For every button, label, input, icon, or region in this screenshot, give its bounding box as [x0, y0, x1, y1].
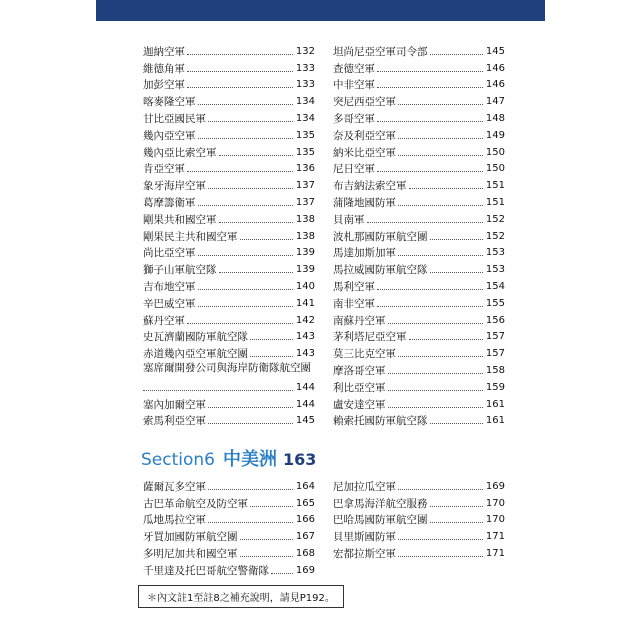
- toc-entry-page: 167: [295, 531, 315, 543]
- toc-entry-page: 161: [485, 398, 505, 410]
- toc-entry-name: 瓜地馬拉空軍: [143, 514, 206, 527]
- dot-leader: [240, 556, 293, 557]
- toc-entry-name: 多哥空軍: [333, 112, 375, 125]
- toc-entry: [333, 243, 505, 260]
- toc-entry-page: 146: [485, 79, 505, 91]
- toc-entry: [143, 360, 315, 394]
- toc-entry-page: 132: [295, 45, 315, 57]
- toc-entry-page: 140: [295, 280, 315, 292]
- toc-entry-name: 查德空軍: [333, 62, 375, 75]
- dot-leader: [409, 188, 483, 189]
- toc-entry-name: 中非空軍: [333, 79, 375, 92]
- footnote: ＊內文註1至註8之補充說明，請見P192。: [138, 585, 344, 608]
- dot-leader: [398, 489, 483, 490]
- toc-entry-page: 139: [295, 264, 315, 276]
- dot-leader: [219, 155, 293, 156]
- toc-entry-name: 薩爾瓦多空軍: [143, 480, 206, 493]
- dot-leader: [250, 339, 293, 340]
- dot-leader: [409, 339, 483, 340]
- toc-entry: [143, 526, 315, 543]
- dot-leader: [198, 306, 293, 307]
- toc-entry: [333, 310, 505, 327]
- toc-entry: [333, 58, 505, 75]
- toc-entry-name: 象牙海岸空軍: [143, 180, 206, 193]
- toc-entry-name: 葛摩籌衛軍: [143, 196, 196, 209]
- toc-entry-name: 摩洛哥空軍: [333, 364, 386, 377]
- toc-entry-page: 170: [485, 497, 505, 509]
- dot-leader: [208, 407, 293, 408]
- toc-entry-page: 133: [295, 62, 315, 74]
- toc-entry-name: 赤道幾內亞空軍航空團: [143, 348, 248, 361]
- toc-entry-name: 馬拉威國防軍航空隊: [333, 264, 428, 277]
- dot-leader: [398, 155, 483, 156]
- toc-entry-page: 153: [485, 247, 505, 259]
- toc-entry-page: 155: [485, 297, 505, 309]
- toc-entry-name: 剛果共和國空軍: [143, 213, 217, 226]
- toc-entry-page: 169: [485, 480, 505, 492]
- header-bar: [96, 0, 545, 21]
- dot-leader: [377, 71, 483, 72]
- toc-entry: [143, 142, 315, 159]
- toc-entry-page: 142: [295, 314, 315, 326]
- toc-entry: [143, 343, 315, 360]
- toc-entry-name: 宏都拉斯空軍: [333, 547, 396, 560]
- toc-entry-name: 突尼西亞空軍: [333, 96, 396, 109]
- dot-leader: [377, 171, 483, 172]
- toc-entry: [143, 293, 315, 310]
- toc-entry: [143, 41, 315, 58]
- dot-leader: [377, 289, 483, 290]
- dot-leader: [198, 289, 293, 290]
- toc-entry-name: 奈及利亞空軍: [333, 129, 396, 142]
- toc-entry-name: 波札那國防軍航空團: [333, 230, 428, 243]
- toc-entry-page: 152: [485, 213, 505, 225]
- dot-leader: [430, 272, 483, 273]
- toc-entry: [333, 510, 505, 527]
- toc-entry-page: 138: [295, 230, 315, 242]
- toc-entry: [333, 543, 505, 560]
- toc-entry-name: 利比亞空軍: [333, 381, 386, 394]
- toc-entry-page: 134: [295, 112, 315, 124]
- dot-leader: [367, 222, 483, 223]
- toc-entry-name: 貝里斯國防軍: [333, 531, 396, 544]
- toc-entry-name: 史瓦濟蘭國防軍航空隊: [143, 331, 248, 344]
- toc-entry: [143, 75, 315, 92]
- toc-entry-name: 肯亞空軍: [143, 163, 185, 176]
- toc-entry: [143, 125, 315, 142]
- toc-entry: [333, 175, 505, 192]
- toc-entry-page: 153: [485, 264, 505, 276]
- toc-entry: [333, 41, 505, 58]
- dot-leader: [398, 104, 483, 105]
- dot-leader: [398, 356, 483, 357]
- dot-leader: [398, 539, 483, 540]
- dot-leader: [430, 423, 483, 424]
- toc-entry: [143, 543, 315, 560]
- toc-entry-page: 171: [485, 531, 505, 543]
- toc-entry-page: 144: [295, 398, 315, 410]
- toc-entry-name: 南蘇丹空軍: [333, 314, 386, 327]
- toc-entry-page: 133: [295, 79, 315, 91]
- toc-entry: [143, 243, 315, 260]
- toc-entry-page: 151: [485, 180, 505, 192]
- toc-entry-page: 168: [295, 547, 315, 559]
- toc-entry: [143, 276, 315, 293]
- toc-entry: [333, 209, 505, 226]
- toc-entry-page: 145: [295, 415, 315, 427]
- dot-leader: [198, 205, 293, 206]
- toc-entry-page: 144: [295, 381, 315, 393]
- toc-entry: [143, 411, 315, 428]
- toc-entry-name: 巴拿馬海洋航空服務: [333, 497, 428, 510]
- toc-entry-name: 幾內亞比索空軍: [143, 146, 217, 159]
- toc-entry: [333, 493, 505, 510]
- toc-entry-name: 布吉納法索空軍: [333, 180, 407, 193]
- toc-entry-name: 賴索托國防軍航空隊: [333, 415, 428, 428]
- toc-entry-page: 135: [295, 129, 315, 141]
- toc-entry-page: 151: [485, 196, 505, 208]
- toc-entry: [333, 526, 505, 543]
- toc-entry-name: 維德角軍: [143, 62, 185, 75]
- toc-entry-page: 154: [485, 280, 505, 292]
- toc-entry: [143, 159, 315, 176]
- dot-leader: [208, 188, 293, 189]
- toc-entry: [143, 209, 315, 226]
- toc-entry: [143, 310, 315, 327]
- toc-entry: [333, 360, 505, 377]
- toc-entry-name: 喀麥隆空軍: [143, 96, 196, 109]
- dot-leader: [398, 556, 483, 557]
- toc-entry-name: 莫三比克空軍: [333, 348, 396, 361]
- toc-entry-page: 165: [295, 497, 315, 509]
- dot-leader: [398, 138, 483, 139]
- toc-entry-name: 蒲隆地國防軍: [333, 196, 396, 209]
- section-heading: [141, 445, 316, 471]
- toc-entry-name: 剛果民主共和國空軍: [143, 230, 238, 243]
- toc-entry-page: 147: [485, 96, 505, 108]
- toc-entry-name: 甘比亞國民軍: [143, 112, 206, 125]
- dot-leader: [198, 104, 293, 105]
- toc-column-central-america-left: [143, 476, 315, 577]
- toc-entry-page: 159: [485, 381, 505, 393]
- dot-leader: [250, 356, 293, 357]
- toc-entry: [333, 226, 505, 243]
- toc-entry-page: 137: [295, 180, 315, 192]
- dot-leader: [187, 87, 293, 88]
- toc-entry: [333, 394, 505, 411]
- toc-entry-name: 尚比亞空軍: [143, 247, 196, 260]
- toc-entry: [333, 91, 505, 108]
- toc-entry-page: 150: [485, 146, 505, 158]
- toc-entry-page: 135: [295, 146, 315, 158]
- dot-leader: [187, 323, 293, 324]
- toc-entry: [143, 58, 315, 75]
- toc-entry: [143, 259, 315, 276]
- toc-entry-name: 辛巴威空軍: [143, 297, 196, 310]
- dot-leader: [240, 539, 293, 540]
- toc-entry: [333, 327, 505, 344]
- dot-leader: [430, 239, 483, 240]
- toc-entry-page: 156: [485, 314, 505, 326]
- toc-entry-page: 143: [295, 331, 315, 343]
- toc-column-left: [143, 41, 315, 427]
- toc-entry: [143, 394, 315, 411]
- dot-leader: [208, 121, 293, 122]
- toc-entry: [143, 493, 315, 510]
- toc-entry: [333, 142, 505, 159]
- toc-entry-page: 137: [295, 196, 315, 208]
- toc-entry: [333, 108, 505, 125]
- toc-entry: [143, 108, 315, 125]
- section-title: 中美洲: [222, 449, 277, 470]
- toc-entry-page: 136: [295, 163, 315, 175]
- dot-leader: [208, 423, 293, 424]
- toc-entry-page: 146: [485, 62, 505, 74]
- toc-entry-name: 獅子山軍航空隊: [143, 264, 217, 277]
- toc-entry-page: 158: [485, 364, 505, 376]
- toc-entry-name: 牙買加國防軍航空團: [143, 531, 238, 544]
- dot-leader: [219, 222, 293, 223]
- toc-entry: [333, 276, 505, 293]
- dot-leader: [143, 390, 293, 391]
- toc-column-right: [333, 41, 505, 427]
- toc-entry-name: 多明尼加共和國空軍: [143, 547, 238, 560]
- toc-entry: [333, 259, 505, 276]
- toc-entry-name: 納米比亞空軍: [333, 146, 396, 159]
- toc-entry: [143, 510, 315, 527]
- toc-entry-page: 157: [485, 348, 505, 360]
- section-page: 163: [282, 450, 317, 469]
- toc-entry-name: 古巴革命航空及防空軍: [143, 497, 248, 510]
- toc-entry-name: 塞內加爾空軍: [143, 398, 206, 411]
- toc-entry-page: 161: [485, 415, 505, 427]
- toc-column-central-america-right: [333, 476, 505, 560]
- toc-entry-name: 尼日空軍: [333, 163, 375, 176]
- toc-entry: [333, 411, 505, 428]
- toc-entry-page: 145: [485, 45, 505, 57]
- dot-leader: [388, 323, 483, 324]
- dot-leader: [250, 506, 293, 507]
- dot-leader: [271, 573, 293, 574]
- dot-leader: [398, 255, 483, 256]
- dot-leader: [398, 205, 483, 206]
- toc-entry-name: 馬達加斯加軍: [333, 247, 396, 260]
- dot-leader: [240, 239, 293, 240]
- toc-entry-page: 164: [295, 480, 315, 492]
- dot-leader: [219, 272, 293, 273]
- toc-entry-page: 170: [485, 514, 505, 526]
- toc-entry-name: 加彭空軍: [143, 79, 185, 92]
- dot-leader: [198, 138, 293, 139]
- toc-entry-page: 169: [295, 564, 315, 576]
- toc-entry-page: 139: [295, 247, 315, 259]
- toc-entry-page: 157: [485, 331, 505, 343]
- dot-leader: [198, 255, 293, 256]
- toc-entry-name: 千里達及托巴哥航空警衛隊: [143, 564, 269, 577]
- toc-entry-page: 149: [485, 129, 505, 141]
- toc-entry-name: 南非空軍: [333, 297, 375, 310]
- toc-entry-page: 150: [485, 163, 505, 175]
- dot-leader: [187, 171, 293, 172]
- section-label: Section6: [141, 450, 215, 470]
- toc-entry: [143, 560, 315, 577]
- toc-entry: [143, 327, 315, 344]
- dot-leader: [430, 506, 483, 507]
- dot-leader: [187, 54, 293, 55]
- toc-entry-name: 吉布地空軍: [143, 280, 196, 293]
- toc-entry-name: 貝南軍: [333, 213, 365, 226]
- toc-entry-name: 幾內亞空軍: [143, 129, 196, 142]
- toc-entry-page: 134: [295, 96, 315, 108]
- dot-leader: [388, 373, 483, 374]
- dot-leader: [187, 71, 293, 72]
- toc-entry: [333, 476, 505, 493]
- toc-entry: [333, 125, 505, 142]
- toc-entry-name: 尼加拉瓜空軍: [333, 480, 396, 493]
- toc-entry: [143, 175, 315, 192]
- toc-entry-name: 索馬利亞空軍: [143, 415, 206, 428]
- toc-entry: [333, 377, 505, 394]
- toc-entry-name: 迦納空軍: [143, 45, 185, 58]
- toc-entry: [333, 75, 505, 92]
- toc-entry: [333, 192, 505, 209]
- toc-entry-page: 141: [295, 297, 315, 309]
- toc-entry-page: 138: [295, 213, 315, 225]
- dot-leader: [208, 522, 293, 523]
- toc-entry: [333, 343, 505, 360]
- toc-entry-name: 坦尚尼亞空軍司令部: [333, 45, 428, 58]
- toc-entry-name: 塞席爾開發公司與海岸防衛隊航空團: [143, 362, 311, 375]
- toc-entry-page: 171: [485, 547, 505, 559]
- toc-entry: [333, 293, 505, 310]
- dot-leader: [388, 407, 483, 408]
- toc-entry-name: 巴哈馬國防軍航空團: [333, 514, 428, 527]
- toc-entry-page: 152: [485, 230, 505, 242]
- toc-entry: [143, 476, 315, 493]
- toc-entry-name: 馬利空軍: [333, 280, 375, 293]
- toc-entry-name: 蘇丹空軍: [143, 314, 185, 327]
- toc-entry-name: 茅利塔尼亞空軍: [333, 331, 407, 344]
- dot-leader: [208, 489, 293, 490]
- dot-leader: [377, 121, 483, 122]
- toc-entry: [143, 226, 315, 243]
- toc-entry-page: 148: [485, 112, 505, 124]
- toc-entry: [143, 91, 315, 108]
- toc-entry-page: 143: [295, 348, 315, 360]
- dot-leader: [430, 54, 483, 55]
- dot-leader: [377, 306, 483, 307]
- toc-entry-name: 盧安達空軍: [333, 398, 386, 411]
- dot-leader: [430, 522, 483, 523]
- toc-entry: [143, 192, 315, 209]
- toc-entry-page: 166: [295, 514, 315, 526]
- dot-leader: [388, 390, 483, 391]
- dot-leader: [377, 87, 483, 88]
- toc-entry: [333, 159, 505, 176]
